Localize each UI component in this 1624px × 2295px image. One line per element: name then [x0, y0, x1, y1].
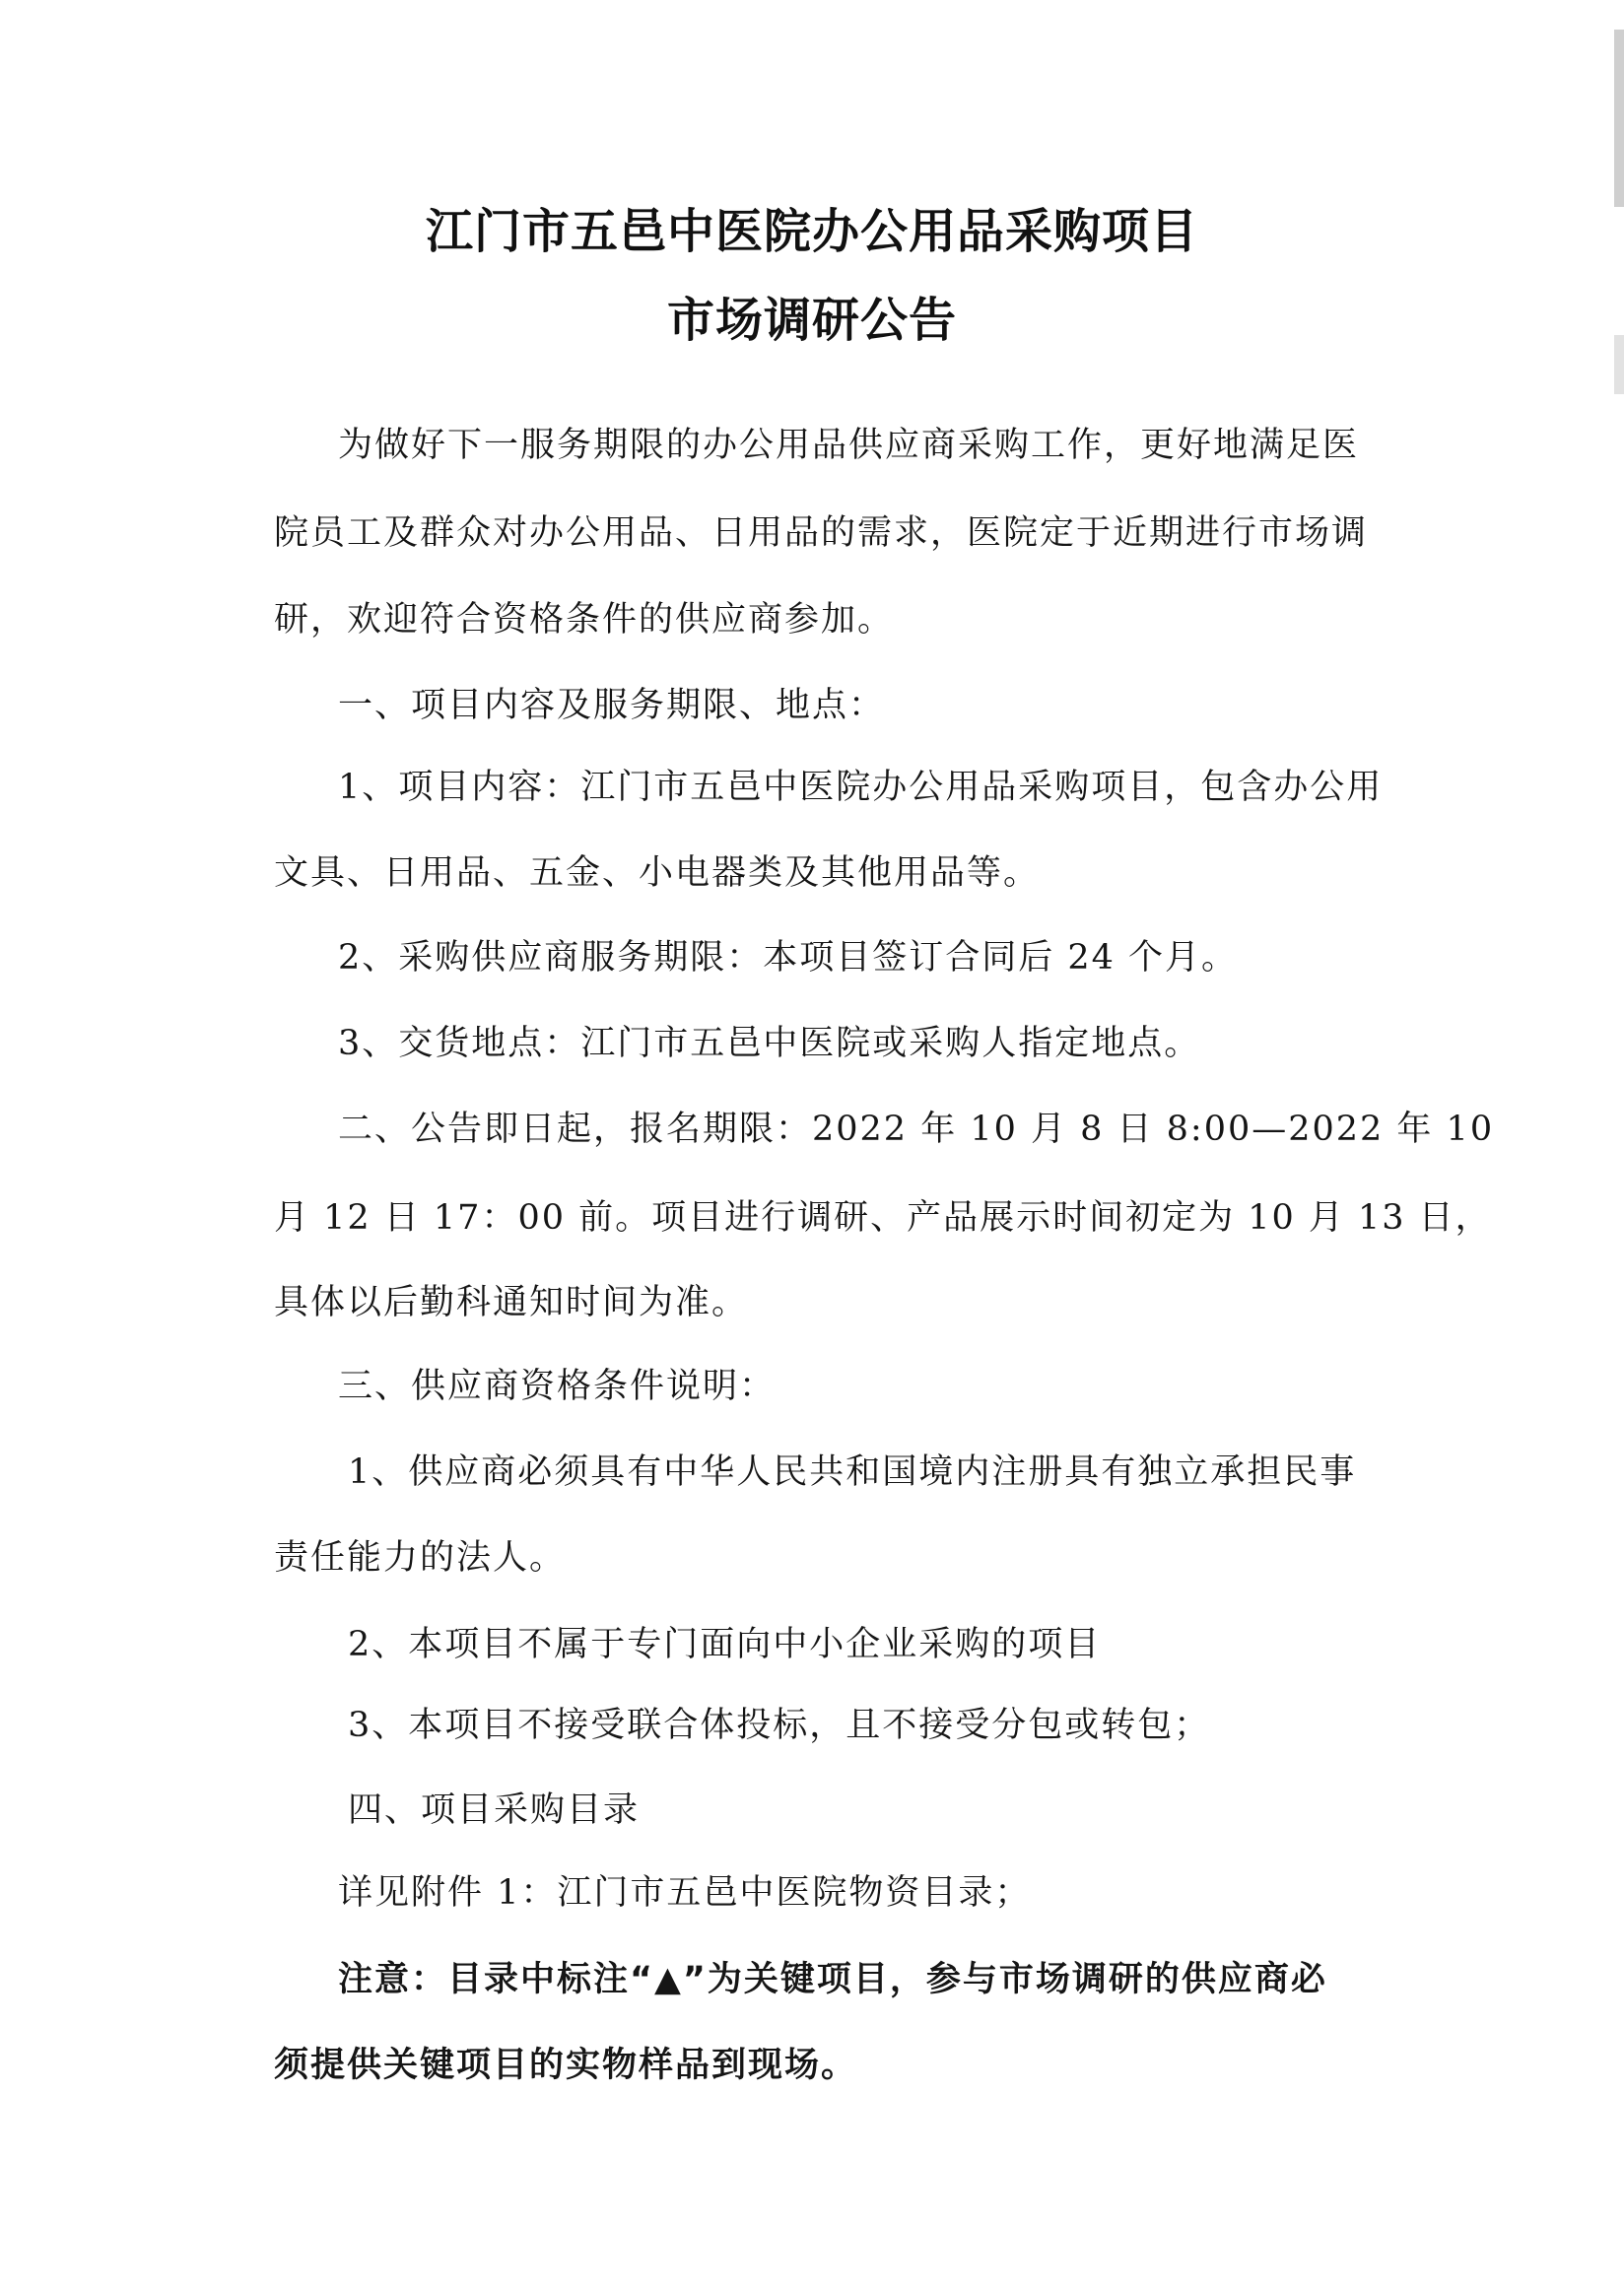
item-3-2: 2、本项目不属于专门面向中小企业采购的项目 — [348, 1625, 1102, 1664]
item-1-1-line-2: 文具、日用品、五金、小电器类及其他用品等。 — [274, 853, 1041, 893]
document-title: 江门市五邑中医院办公用品采购项目 — [425, 204, 1198, 259]
section-heading-3: 三、供应商资格条件说明： — [338, 1367, 777, 1406]
section-2-line-2: 月 12 日 17：00 前。项目进行调研、产品展示时间初定为 10 月 13 日， — [274, 1198, 1492, 1238]
intro-line-2: 院员工及群众对办公用品、日用品的需求，医院定于近期进行市场调 — [274, 513, 1369, 553]
item-3-1-line-1: 1、供应商必须具有中华人民共和国境内注册具有独立承担民事 — [348, 1452, 1357, 1492]
notice-line-1: 注意：目录中标注“▲”为关键项目，参与市场调研的供应商必 — [338, 1960, 1327, 1999]
section-2-line-1: 二、公告即日起，报名期限：2022 年 10 月 8 日 8:00—2022 年 10 — [338, 1110, 1495, 1149]
section-2-line-3: 具体以后勤科通知时间为准。 — [274, 1283, 749, 1322]
notice-line-2: 须提供关键项目的实物样品到现场。 — [274, 2046, 858, 2085]
section-heading-4: 四、项目采购目录 — [348, 1790, 641, 1830]
item-1-2: 2、采购供应商服务期限：本项目签订合同后 24 个月。 — [338, 938, 1239, 978]
item-1-1-line-1: 1、项目内容：江门市五邑中医院办公用品采购项目，包含办公用 — [338, 768, 1384, 807]
scan-edge-mark — [1614, 30, 1624, 207]
item-3-3: 3、本项目不接受联合体投标，且不接受分包或转包； — [348, 1706, 1211, 1745]
section-heading-1: 一、项目内容及服务期限、地点： — [338, 686, 886, 725]
item-1-3: 3、交货地点：江门市五邑中医院或采购人指定地点。 — [338, 1024, 1201, 1063]
item-3-1-line-2: 责任能力的法人。 — [274, 1538, 567, 1578]
intro-line-3: 研，欢迎符合资格条件的供应商参加。 — [274, 600, 895, 640]
intro-line-1: 为做好下一服务期限的办公用品供应商采购工作，更好地满足医 — [338, 426, 1360, 465]
document-subtitle: 市场调研公告 — [666, 293, 957, 348]
attachment-reference: 详见附件 1：江门市五邑中医院物资目录； — [338, 1873, 1032, 1913]
